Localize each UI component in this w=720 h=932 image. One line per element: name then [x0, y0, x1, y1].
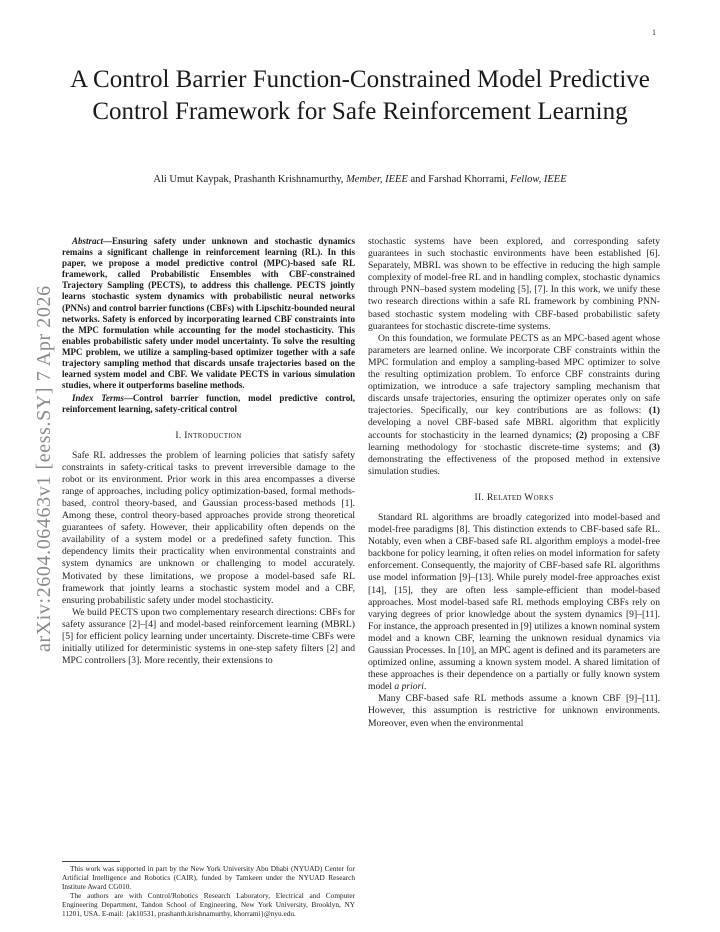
index-terms-label: Index Terms: [72, 393, 124, 404]
contribution-2-text: proposing a CBF learning methodology for stochastic discrete-time systems; and: [368, 429, 660, 453]
page-number: 1: [652, 28, 656, 37]
intro-paragraph-2: We build PECTS upon two complementary research directions: CBFs for safety assurance [2]–[4] and model-based reinforcement learning (MBRL) [5] for efficient policy learning under uncertainty. Discrete-time CBFs were initially utilized for deterministic systems in one-step safety filters [2] and MPC controllers [3]. More recently, their extensions to: [62, 606, 355, 667]
abstract-text: —Ensuring safety under unknown and stochastic dynamics remains a significant challenge in reinforcement learning (RL). In this paper, we propose a model predictive control (MPC)-based safe RL framework, called Probabilistic Ensembles with CBF-constrained Trajectory Sampling (PECTS), to address this challenge. PECTS jointly learns stochastic system dynamics with probabilistic neural networks (PNNs) and control barrier functions (CBFs) with Lipschitz-bounded neural networks. Safety is enforced by incorporating learned CBF constraints into the MPC formulation while accounting for the model stochasticity. This enables probabilistic safety under model uncertainty. To solve the resulting MPC problem, we utilize a sampling-based optimizer together with a safe trajectory sampling method that discards unsafe trajectories based on the learned system model and CBF. We validate PECTS in various simulation studies, where it outperforms baseline methods.: [62, 236, 355, 391]
a-priori-italic: a priori: [394, 681, 424, 693]
author-names: Ali Umut Kaypak, Prashanth Krishnamurthy,: [153, 174, 347, 185]
footnotes: [62, 865, 355, 918]
abstract: [62, 236, 355, 391]
contributions-lead: On this foundation, we formulate PECTS as an MPC-based agent whose parameters are learned online. We incorporate CBF constraints within the MPC formulation and employ a sampling-based MPC optimizer to solve the resulting optimization problem. To enforce CBF constraints during optimization, we introduce a safe trajectory sampling mechanism that discards unsafe trajectories, ensuring the optimizer operates only on safe trajectories. Specifically, our key contributions are as follows:: [368, 332, 660, 417]
section-title: Introduction: [184, 429, 242, 441]
section-number: II.: [474, 491, 487, 503]
intro-paragraph-1: Safe RL addresses the problem of learning policies that satisfy safety constraints in safety-critical tasks to prevent irreversible damage to the robot or its environment. Prior work in this area encompasses a diverse range of approaches, including policy optimization-based, formal methods-based, control theory-based, and Gaussian process-based methods [1]. Among these, control theory-based approaches provide strong theoretical guarantees of safety. However, their applicability often depends on the availability of a system model or a predefined safety function. This dependency limits their practicality when environmental constraints and system dynamics are unknown or challenging to model accurately. Motivated by these limitations, we propose a model-based safe RL framework that jointly learns a stochastic system model and a CBF, ensuring probabilistic safety under model stochasticity.: [62, 449, 355, 606]
paper-title: A Control Barrier Function-Constrained Model Predictive Control Framework for Safe Reinforcement Learning: [70, 66, 650, 125]
author-joiner: and Farshad Khorrami,: [407, 174, 511, 185]
contribution-3-label: (3): [648, 441, 660, 453]
footnote-funding: This work was supported in part by the New York University Abu Dhabi (NYUAD) Center for Artificial Intelligence and Robotics (CAIR), funded by Tamkeen under the NYUAD Research Institute Award CG010.: [62, 864, 355, 891]
contribution-3-text: demonstrating the effectiveness of the proposed method in extensive simulation studies.: [368, 453, 660, 477]
intro-paragraph-3: stochastic systems have been explored, and corresponding safety guarantees in such stochastic environments have been established [6]. Separately, MBRL was shown to be effective in reducing the high sample complexity of model-free RL and in handling complex, stochastic dynamics through PNN–based system modeling [5], [7]. In this work, we unify these two research directions within a safe RL framework by combining PNN-based stochastic system modeling with CBF-based probabilistic safety guarantees for stochastic discrete-time systems.: [368, 236, 660, 332]
footnote-affiliation: The authors are with Control/Robotics Research Laboratory, Electrical and Computer Engineering Department, Tandon School of Engineering, New York University, Brooklyn, NY 11201, USA. E-mail: {ak10531, prashanth.krishnamurthy, khorrami}@nyu.edu.: [62, 890, 355, 918]
section-heading-related-works: [368, 492, 660, 504]
left-column: [62, 236, 355, 667]
author-role-member: Member, IEEE: [346, 174, 408, 185]
author-line: [40, 173, 680, 187]
contribution-1-text: developing a novel CBF-based safe MBRL algorithm that explicitly accounts for stochasticity in the learned dynamics;: [368, 417, 660, 441]
arxiv-watermark: arXiv:2604.06463v1 [eess.SY] 7 Apr 2026: [33, 285, 55, 652]
related-paragraph-1-text: Standard RL algorithms are broadly categorized into model-based and model-free paradigms [8]. This distinction extends to CBF-based safe RL. Notably, even when a CBF-based safe RL algorithm employs a model-free backbone for policy learning, it often relies on model information for safety enforcement. Consequently, the majority of CBF-based safe RL algorithms use model information [9]–[13]. While purely model-free approaches exist [14], [15], they are often less sample-efficient than model-based approaches. Most model-based safe RL methods employing CBFs rely on varying degrees of prior knowledge about the system dynamics [9]–[11]. For instance, the approach presented in [9] utilizes a known nominal system model and a known CBF, learning the unknown residual dynamics via Gaussian Processes. In [10], an MPC agent is defined and its parameters are optimized online, assuming a known system model. A shared limitation of these approaches is their dependence on a partially or fully known system model: [368, 511, 661, 693]
section-number: I.: [175, 429, 185, 441]
contribution-2-label: (2): [575, 429, 588, 441]
index-terms-text: —Control barrier function, model predictive control, reinforcement learning, safety-critical control: [62, 393, 355, 415]
section-heading-introduction: [62, 430, 355, 442]
related-paragraph-2: Many CBF-based safe RL methods assume a known CBF [9]–[11]. However, this assumption is restrictive for unknown environments. Moreover, even when the environmental: [368, 693, 660, 729]
related-paragraph-1: [368, 512, 660, 693]
section-title: Related Works: [486, 491, 554, 503]
intro-paragraph-4: [368, 333, 660, 478]
index-terms: [62, 393, 355, 415]
abstract-label: Abstract: [72, 236, 104, 246]
contribution-1-label: (1): [648, 405, 660, 417]
author-role-fellow: Fellow, IEEE: [510, 174, 567, 185]
right-column: [368, 236, 660, 730]
related-paragraph-1-end: .: [423, 681, 427, 693]
footnote-divider: [62, 861, 120, 862]
